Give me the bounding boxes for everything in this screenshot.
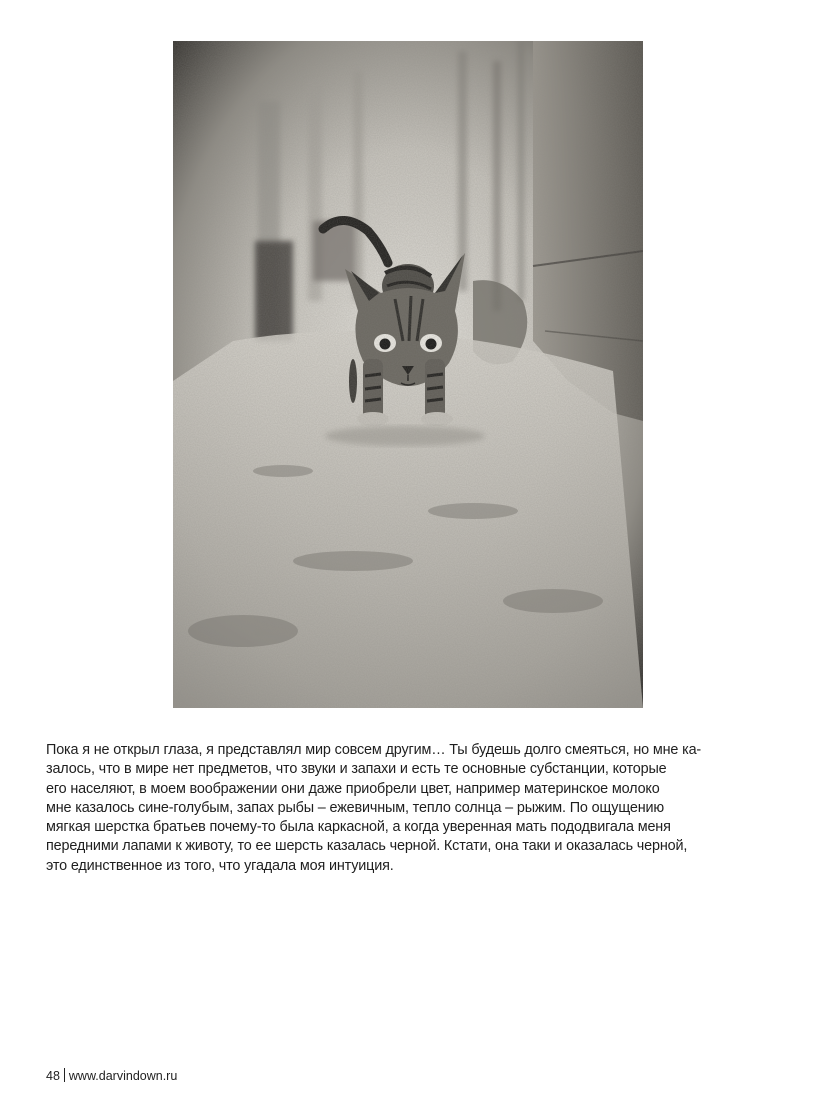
- kitten-photo-illustration: [173, 41, 643, 708]
- article-line-4: мне казалось сине-голубым, запах рыбы – ежевичным, тепло солнца – рыжим. По ощущению: [46, 799, 665, 816]
- article-line-1: Пока я не открыл глаза, я представлял мир совсем другим… Ты будешь долго смеяться, но мне ка-: [46, 742, 702, 758]
- article-line-7: это единственное из того, что угадала моя интуиция.: [46, 857, 394, 874]
- article-line-5: мягкая шерстка братьев почему-то была каркасной, а когда уверенная мать пододвигала меня: [46, 819, 671, 836]
- page-number: 48: [46, 1069, 60, 1083]
- page-footer: [46, 1068, 177, 1083]
- website-link[interactable]: www.darvindown.ru: [68, 1069, 178, 1083]
- footer-divider: [64, 1068, 65, 1082]
- article-line-6: передними лапами к животу, то ее шерсть казалась черной. Кстати, она таки и оказалась черной,: [46, 838, 688, 855]
- article-line-2: залось, что в мире нет предметов, что звуки и запахи и есть те основные субстанции, которые: [46, 761, 667, 778]
- article-line-3: его населяют, в моем воображении они даже приобрели цвет, например материнское молоко: [46, 780, 660, 797]
- article-paragraph: [46, 741, 786, 876]
- kitten-photo: [173, 41, 643, 708]
